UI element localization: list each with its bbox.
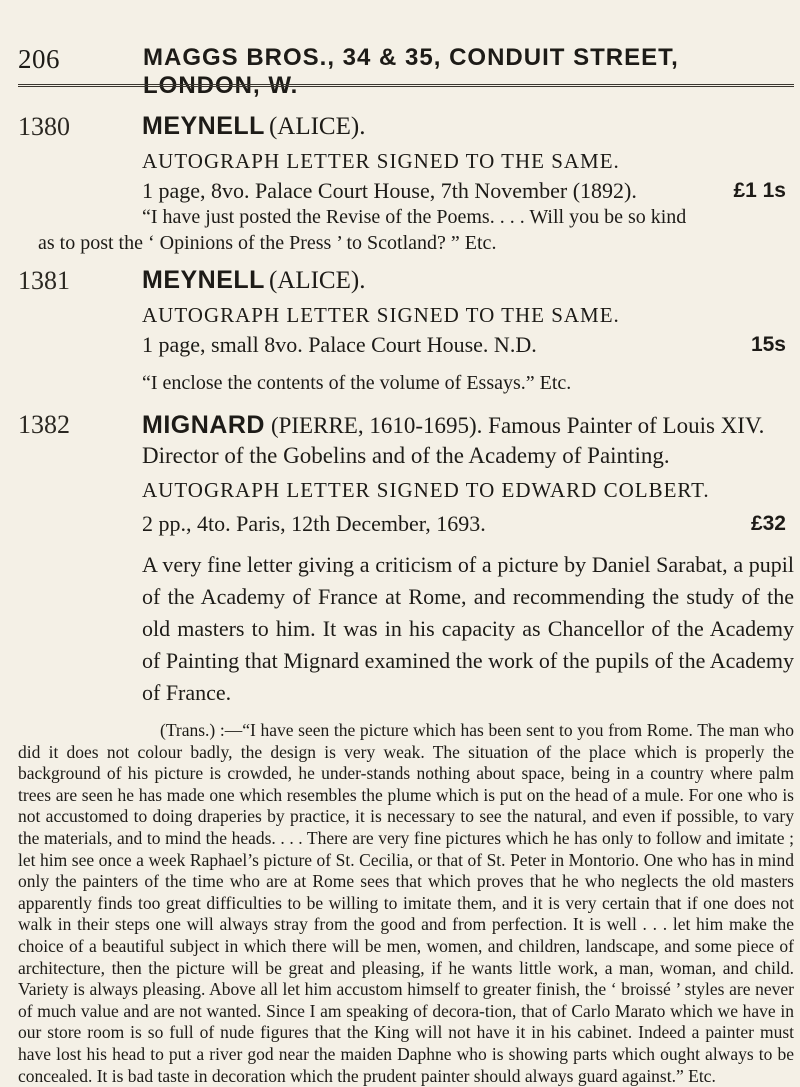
header-rule bbox=[18, 84, 794, 87]
item-title: AUTOGRAPH LETTER SIGNED TO THE SAME. bbox=[142, 303, 620, 327]
item-details: 1 page, small 8vo. Palace Court House. N.D. bbox=[142, 332, 537, 357]
lot-number: 1380 bbox=[18, 112, 70, 141]
author-qualifier: (PIERRE, 1610-1695). Famous Painter of Louis XIV. Director of the Gobelins and of the Academy of Painting. bbox=[142, 413, 765, 468]
price: £32 bbox=[750, 512, 786, 535]
price: £1 1s bbox=[733, 179, 786, 202]
author-name: MEYNELL bbox=[142, 266, 265, 294]
translation: (Trans.) :—“I have seen the picture which has been sent to you from Rome. The man who did it does not colour badly, the design is very weak. The situation of the place which is properly the background of his picture is crowded, he under-stands nothing about space, being in a country where palm trees are seen he has made one which resembles the plume which is put on the head of a mule. For one who is not accustomed to doing draperies by practice, it is necessary to see the natural, and even if possible, to vary the materials, and to mind the heads. . . . There are very fine pictures which he has only to follow and imitate ; let him see once a week Raphael’s picture of St. Cecilia, or that of St. Peter in Montorio. One who has in mind only the painters of the time who are at Rome sees that which proves that he who neglects the old masters apparently finds too great difficulties to be willing to imitate them, and it is very certain that if one does not walk in their steps one will always stray from the good and from perfection. It is well . . . let him make the choice of a beautiful subject in which there will be men, women, and children, landscape, and some piece of architecture, then the picture will be great and pleasing, if he wants little work, a man, woman, and child. Variety is always pleasing. Above all let him accustom himself to greater finish, the ‘ broissé ’ styles are never of much value and are not wanted. Since I am speaking of decora-tion, that of Carlo Marato which we have in our store room is so full of nude figures that the King will not have it in his cabinet. Indeed a painter must have lost his head to put a river god near the maiden Daphne who is showing parts which ought always to be concealed. It is bad taste in decoration which the prudent painter should always guard against.” Etc. bbox=[18, 720, 794, 1086]
author-name: MEYNELL bbox=[142, 112, 265, 140]
author-qualifier: (ALICE). bbox=[268, 267, 366, 294]
price: 15s bbox=[750, 333, 786, 356]
page-header bbox=[18, 44, 794, 99]
page-number: 206 bbox=[18, 44, 60, 74]
lot-number: 1382 bbox=[18, 410, 70, 439]
running-head: MAGGS BROS., 34 & 35, CONDUIT STREET, LONDON, W. bbox=[143, 44, 679, 99]
entry-body bbox=[142, 266, 794, 396]
item-title: AUTOGRAPH LETTER SIGNED TO THE SAME. bbox=[142, 149, 620, 173]
entry-body bbox=[142, 112, 794, 206]
entry-quote: “I enclose the contents of the volume of Essays.” Etc. bbox=[142, 372, 572, 394]
author-name: MIGNARD bbox=[142, 411, 265, 439]
entry-body bbox=[142, 410, 794, 709]
entry-quote bbox=[38, 204, 794, 256]
lot-number: 1381 bbox=[18, 266, 70, 295]
item-title: AUTOGRAPH LETTER SIGNED TO EDWARD COLBERT. bbox=[142, 478, 710, 502]
item-details: 1 page, 8vo. Palace Court House, 7th November (1892). bbox=[142, 178, 637, 203]
lot-description: A very fine letter giving a criticism of a picture by Daniel Sarabat, a pupil of the Academy of France at Rome, and recommending the study of the old masters to him. It was in his capacity as Chancellor of the Academy of Painting that Mignard examined the work of the pupils of the Academy of France. bbox=[142, 552, 794, 705]
item-details: 2 pp., 4to. Paris, 12th December, 1693. bbox=[142, 511, 486, 536]
quote-line-2: as to post the ‘ Opinions of the Press ’ to Scotland? ” Etc. bbox=[38, 232, 497, 254]
quote-line-1: “I have just posted the Revise of the Poems. . . . Will you be so kind bbox=[142, 206, 687, 228]
author-qualifier: (ALICE). bbox=[268, 113, 366, 140]
